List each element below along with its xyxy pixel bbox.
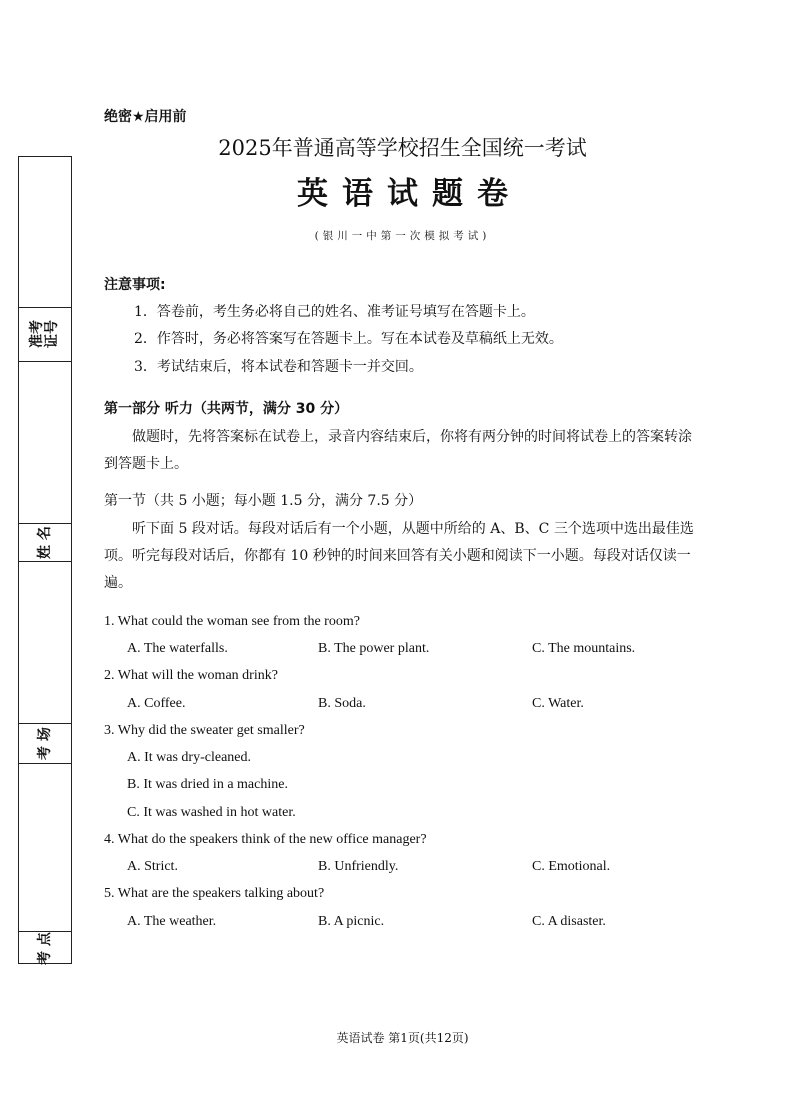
exam-room-label bbox=[19, 723, 71, 763]
notice-item: 2．作答时，务必将答案写在答题卡上。写在本试卷及草稿纸上无效。 bbox=[134, 331, 563, 347]
exam-site-label bbox=[19, 931, 71, 965]
exam-room-label-text: 考 场 bbox=[36, 726, 53, 760]
strip-divider bbox=[19, 361, 71, 362]
notice-item: 1．答卷前，考生务必将自己的姓名、准考证号填写在答题卡上。 bbox=[134, 304, 535, 320]
question-stem: 2. What will the woman drink? bbox=[104, 668, 278, 683]
question-option: B. A picnic. bbox=[318, 914, 385, 929]
binding-strip bbox=[18, 156, 72, 964]
section-one-instruction: 听下面 5 段对话。每段对话后有一个小题，从题中所给的 A、B、C 三个选项中选出最佳选项。听完每段对话后，你都有 10 秒钟的时间来回答有关小题和阅读下一小题。每段对话仅读一遍。 bbox=[104, 521, 694, 591]
question-stem: 1. What could the woman see from the room? bbox=[104, 614, 360, 629]
question-option: B. It was dried in a machine. bbox=[127, 777, 288, 792]
candidate-number-label-line1: 准考 bbox=[29, 320, 45, 348]
exam-title: 2025年普通高等学校招生全国统一考试 bbox=[218, 136, 587, 160]
question-option: A. It was dry-cleaned. bbox=[127, 750, 252, 765]
strip-divider bbox=[19, 931, 71, 932]
question-option: A. Strict. bbox=[127, 859, 178, 874]
question-option: B. The power plant. bbox=[318, 641, 430, 656]
strip-divider bbox=[19, 723, 71, 724]
question-option: C. The mountains. bbox=[532, 641, 636, 656]
candidate-number-label-line2: 证号 bbox=[44, 320, 60, 348]
candidate-number-label bbox=[19, 307, 71, 361]
part-one-title: 第一部分 听力（共两节，满分 30 分） bbox=[104, 401, 349, 417]
page-footer: 英语试卷 第1页(共12页) bbox=[336, 1031, 469, 1045]
question-option: A. Coffee. bbox=[127, 696, 186, 711]
secret-mark: 绝密★启用前 bbox=[104, 109, 187, 125]
notice-title: 注意事项: bbox=[104, 277, 166, 293]
question-stem: 5. What are the speakers talking about? bbox=[104, 886, 325, 901]
strip-divider bbox=[19, 763, 71, 764]
question-option: C. A disaster. bbox=[532, 914, 606, 929]
question-option: B. Soda. bbox=[318, 696, 366, 711]
question-option: B. Unfriendly. bbox=[318, 859, 399, 874]
name-label-text: 姓 名 bbox=[36, 525, 53, 559]
question-stem: 4. What do the speakers think of the new office manager? bbox=[104, 832, 427, 847]
strip-divider bbox=[19, 307, 71, 308]
notice-item: 3．考试结束后，将本试卷和答题卡一并交回。 bbox=[134, 359, 423, 375]
question-option: C. Water. bbox=[532, 696, 584, 711]
question-option: A. The weather. bbox=[127, 914, 217, 929]
name-label bbox=[19, 523, 71, 561]
question-option: C. It was washed in hot water. bbox=[127, 805, 296, 820]
question-stem: 3. Why did the sweater get smaller? bbox=[104, 723, 305, 738]
exam-site-label-text: 考 点 bbox=[36, 931, 53, 965]
strip-divider bbox=[19, 523, 71, 524]
section-one-title: 第一节（共 5 小题；每小题 1.5 分，满分 7.5 分） bbox=[104, 493, 423, 509]
subject-title: 英语试题卷 bbox=[297, 176, 522, 212]
question-option: C. Emotional. bbox=[532, 859, 611, 874]
exam-subtitle: (银川一中第一次模拟考试) bbox=[314, 230, 491, 242]
strip-divider bbox=[19, 561, 71, 562]
question-option: A. The waterfalls. bbox=[127, 641, 228, 656]
part-one-instruction: 做题时，先将答案标在试卷上，录音内容结束后，你将有两分钟的时间将试卷上的答案转涂到答题卡上。 bbox=[104, 429, 692, 472]
